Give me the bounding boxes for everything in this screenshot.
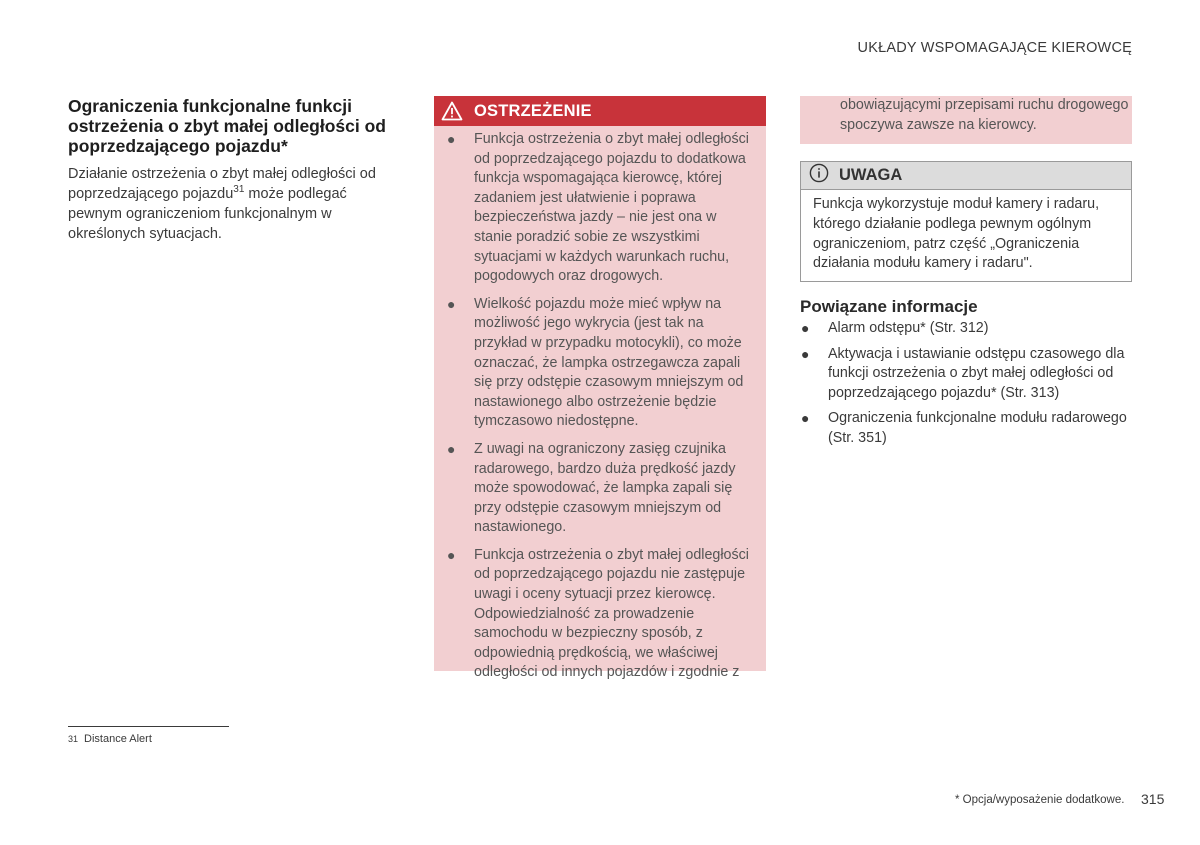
related-link-text[interactable]: Ograniczenia funkcjonalne modułu radarowego (Str. 351): [828, 410, 1127, 446]
warning-box: [434, 96, 766, 681]
footnote: [68, 733, 152, 745]
related-link[interactable]: [800, 319, 1140, 339]
left-column: [68, 96, 398, 244]
bullet-icon: ●: [801, 410, 810, 427]
info-circle-icon: [809, 163, 829, 188]
warning-item: [446, 440, 752, 538]
footnote-number: 31: [68, 734, 79, 744]
warning-item-text: Z uwagi na ograniczony zasięg czujnika radarowego, bardzo duża prędkość jazdy może spowodować, że lampka zapali się przy odstępie czasowym mniejszym od nastawionego.: [474, 440, 736, 536]
related-link[interactable]: [800, 345, 1140, 404]
note-header: [801, 162, 1131, 190]
warning-triangle-icon: [440, 100, 464, 122]
note-box: [800, 161, 1132, 282]
bullet-icon: ●: [801, 320, 810, 336]
intro-text-end: może podlegać pewnym ograniczeniom funkcjonalnym w określonych sytuacjach.: [68, 186, 347, 242]
bullet-icon: ●: [447, 295, 456, 312]
related-info-title: Powiązane informacje: [800, 297, 978, 316]
bullet-icon: ●: [447, 546, 456, 563]
warning-item-text: Wielkość pojazdu może mieć wpływ na możliwość jego wykrycia (jest tak na przykład w przypadku motocykli), co może oznaczać, że lampka ostrzegawcza zapali się przy odstępie czasowym mniejszym od nastawionego albo ostrzeżenie będzie tymczasowo niedostępne.: [474, 295, 744, 430]
related-link-text[interactable]: Aktywacja i ustawianie odstępu czasowego dla funkcji ostrzeżenia o zbyt małej odległości od poprzedzającego pojazdu* (Str. 313): [828, 345, 1125, 401]
warning-item-text: Funkcja ostrzeżenia o zbyt małej odległości od poprzedzającego pojazdu to dodatkowa funkcja wspomagająca kierowcę, której zadaniem jest ułatwienie i poprawa bezpieczeństwa jazdy – nie jest ona w stanie poradzić sobie ze wszystkimi sytuacjami w każdych warunkach ruchu, pogodowych oraz drogowych.: [474, 131, 749, 285]
page-number: 315: [1141, 791, 1165, 807]
running-header: UKŁADY WSPOMAGAJĄCE KIEROWCĘ: [857, 40, 1132, 56]
bullet-icon: ●: [447, 440, 456, 457]
warning-item: [446, 130, 752, 287]
warning-title: OSTRZEŻENIE: [474, 101, 592, 120]
intro-text-start: Działanie ostrzeżenia o zbyt małej odległości od poprzedzającego pojazdu: [68, 166, 376, 202]
warning-header: [434, 96, 766, 126]
warning-list: [434, 126, 766, 683]
intro-paragraph: [68, 164, 398, 244]
related-link-text[interactable]: Alarm odstępu* (Str. 312): [828, 320, 989, 336]
related-info-list: [800, 319, 1140, 455]
note-title: UWAGA: [839, 166, 903, 184]
option-note: * Opcja/wyposażenie dodatkowe.: [955, 794, 1125, 806]
footnote-reference[interactable]: 31: [233, 184, 245, 195]
warning-item-text: Funkcja ostrzeżenia o zbyt małej odległości od poprzedzającego pojazdu nie zastępuje uwagi i oceny sytuacji przez kierowcę. Odpowiedzialność za prowadzenie samochodu w bezpieczny sposób, z odpowiednią prędkością, we właściwej odległości od innych pojazdów i zgodnie z: [474, 546, 749, 681]
warning-item: [446, 295, 752, 432]
bullet-icon: ●: [447, 131, 456, 147]
bullet-icon: ●: [801, 345, 810, 362]
related-link[interactable]: [800, 409, 1140, 448]
warning-continuation-text: obowiązującymi przepisami ruchu drogowego spoczywa zawsze na kierowcy.: [840, 97, 1129, 133]
note-text: Funkcja wykorzystuje moduł kamery i radaru, którego działanie podlega pewnym ogólnym ograniczeniom, patrz część „Ograniczenia działania modułu kamery i radaru".: [813, 196, 1100, 272]
warning-continuation: [800, 96, 1132, 144]
footnote-divider: [68, 726, 229, 727]
warning-item: [446, 546, 752, 683]
section-title: Ograniczenia funkcjonalne funkcji ostrzeżenia o zbyt małej odległości od poprzedzającego pojazdu*: [68, 96, 386, 156]
footnote-text: Distance Alert: [84, 733, 152, 745]
